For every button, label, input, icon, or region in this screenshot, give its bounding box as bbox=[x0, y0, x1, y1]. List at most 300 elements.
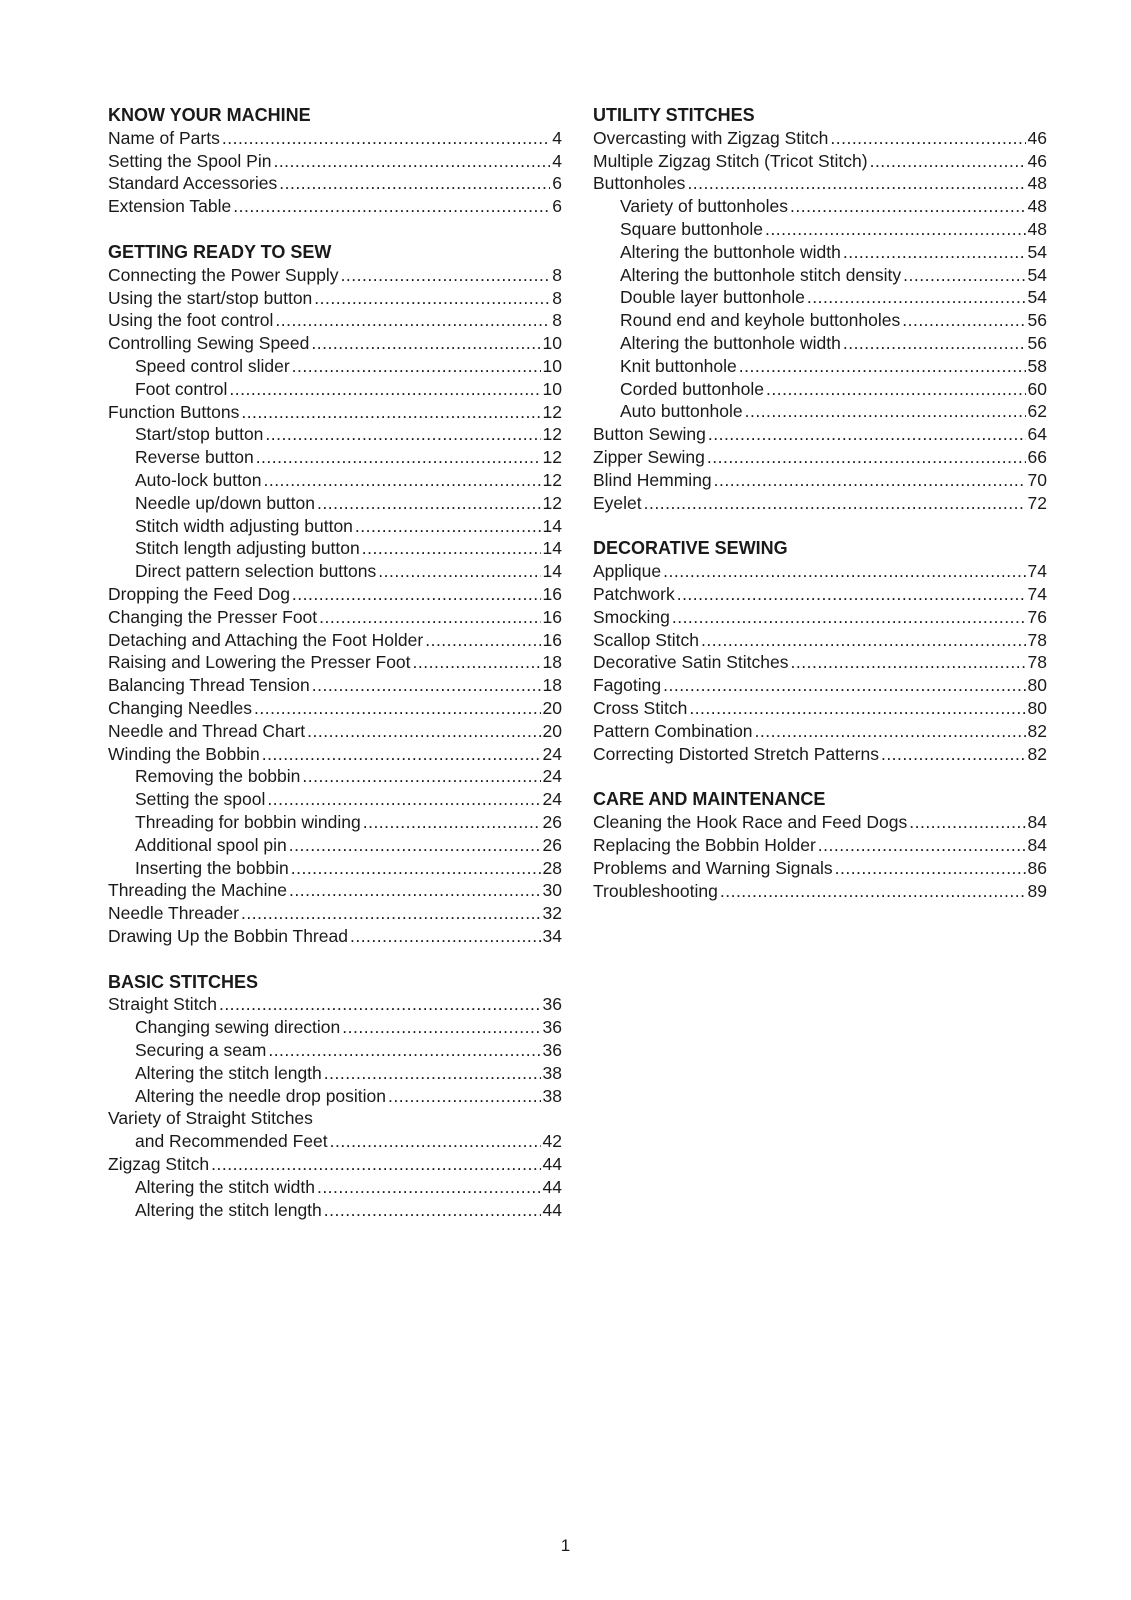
entry-title: Button Sewing bbox=[593, 424, 706, 445]
toc-entry bbox=[593, 400, 1047, 423]
toc-entry bbox=[108, 834, 562, 857]
dot-leader bbox=[355, 515, 541, 538]
toc-entry bbox=[593, 743, 1047, 766]
toc-entry bbox=[108, 1176, 562, 1199]
entry-page-number: 26 bbox=[542, 834, 562, 855]
entry-title: Patchwork bbox=[593, 583, 675, 604]
dot-leader bbox=[881, 743, 1026, 766]
entry-title: Changing the Presser Foot bbox=[108, 606, 318, 627]
toc-entry bbox=[593, 560, 1047, 583]
dot-leader bbox=[273, 150, 550, 173]
dot-leader bbox=[222, 127, 550, 150]
entry-title: Square buttonhole bbox=[620, 218, 764, 239]
dot-leader bbox=[254, 697, 541, 720]
toc-entry bbox=[593, 332, 1047, 355]
entry-page-number: 26 bbox=[542, 811, 562, 832]
entry-title: Eyelet bbox=[593, 492, 642, 513]
entry-page-number: 8 bbox=[552, 287, 562, 308]
entry-title: Needle Threader bbox=[108, 903, 240, 924]
toc-entry bbox=[108, 879, 562, 902]
entry-title: Setting the Spool Pin bbox=[108, 150, 272, 171]
dot-leader bbox=[843, 332, 1026, 355]
dot-leader bbox=[707, 446, 1026, 469]
dot-leader bbox=[739, 355, 1026, 378]
entry-page-number: 89 bbox=[1027, 880, 1047, 901]
toc-left-column bbox=[108, 104, 562, 1244]
entry-page-number: 46 bbox=[1027, 127, 1047, 148]
entry-page-number: 58 bbox=[1027, 355, 1047, 376]
entry-page-number: 20 bbox=[542, 720, 562, 741]
dot-leader bbox=[275, 309, 550, 332]
dot-leader bbox=[644, 492, 1026, 515]
entry-title: Pattern Combination bbox=[593, 720, 753, 741]
entry-page-number: 14 bbox=[542, 538, 562, 559]
entry-title: Corded buttonhole bbox=[620, 378, 764, 399]
toc-entry bbox=[108, 127, 562, 150]
dot-leader bbox=[292, 355, 541, 378]
section-heading: KNOW YOUR MACHINE bbox=[108, 105, 311, 125]
dot-leader bbox=[289, 834, 541, 857]
dot-leader bbox=[317, 492, 541, 515]
dot-leader bbox=[663, 560, 1025, 583]
entry-page-number: 66 bbox=[1027, 446, 1047, 467]
toc-entry bbox=[593, 172, 1047, 195]
dot-leader bbox=[766, 378, 1026, 401]
entry-title: Inserting the bobbin bbox=[135, 857, 289, 878]
dot-leader bbox=[302, 765, 540, 788]
entry-title: Altering the buttonhole width bbox=[620, 241, 841, 262]
toc-entry bbox=[108, 378, 562, 401]
dot-leader bbox=[319, 606, 540, 629]
entry-title: Foot control bbox=[135, 378, 228, 399]
entry-page-number: 76 bbox=[1027, 606, 1047, 627]
dot-leader bbox=[689, 697, 1025, 720]
entry-title: Dropping the Feed Dog bbox=[108, 583, 290, 604]
dot-leader bbox=[701, 629, 1026, 652]
entry-title: Knit buttonhole bbox=[620, 355, 737, 376]
entry-title: Altering the stitch length bbox=[135, 1062, 322, 1083]
toc-entry bbox=[593, 857, 1047, 880]
entry-title: Replacing the Bobbin Holder bbox=[593, 834, 816, 855]
entry-title: Winding the Bobbin bbox=[108, 743, 260, 764]
dot-leader bbox=[714, 469, 1026, 492]
entry-title: Connecting the Power Supply bbox=[108, 264, 339, 285]
dot-leader bbox=[289, 879, 541, 902]
toc-section-getting-ready-to-sew bbox=[108, 241, 562, 948]
entry-title: Threading for bobbin winding bbox=[135, 811, 361, 832]
dot-leader bbox=[291, 857, 541, 880]
entry-title: Altering the buttonhole width bbox=[620, 332, 841, 353]
entry-page-number: 14 bbox=[542, 515, 562, 536]
entry-title: Additional spool pin bbox=[135, 834, 287, 855]
entry-title: Zigzag Stitch bbox=[108, 1154, 210, 1175]
entry-title: Stitch length adjusting button bbox=[135, 538, 360, 559]
toc-entry bbox=[108, 309, 562, 332]
dot-leader bbox=[791, 651, 1026, 674]
entry-title: Buttonholes bbox=[593, 173, 686, 194]
toc-entry bbox=[108, 195, 562, 218]
toc-entry bbox=[593, 606, 1047, 629]
entry-page-number: 80 bbox=[1027, 697, 1047, 718]
dot-leader bbox=[314, 287, 550, 310]
dot-leader bbox=[807, 286, 1026, 309]
dot-leader bbox=[267, 788, 540, 811]
entry-page-number: 82 bbox=[1027, 720, 1047, 741]
toc-entry bbox=[593, 880, 1047, 903]
entry-page-number: 6 bbox=[552, 196, 562, 217]
entry-page-number: 36 bbox=[542, 1040, 562, 1061]
dot-leader bbox=[720, 880, 1026, 903]
toc-entry bbox=[108, 401, 562, 424]
dot-leader bbox=[256, 446, 541, 469]
entry-title: Applique bbox=[593, 561, 662, 582]
entry-page-number: 12 bbox=[542, 469, 562, 490]
entry-title: Using the foot control bbox=[108, 310, 274, 331]
entry-title: Fagoting bbox=[593, 675, 662, 696]
toc-right-column bbox=[593, 104, 1047, 925]
section-heading: DECORATIVE SEWING bbox=[593, 538, 788, 559]
entry-page-number: 38 bbox=[542, 1085, 562, 1106]
entry-page-number: 48 bbox=[1027, 173, 1047, 194]
entry-title: Detaching and Attaching the Foot Holder bbox=[108, 629, 424, 650]
dot-leader bbox=[324, 1199, 541, 1222]
entry-page-number: 80 bbox=[1027, 675, 1047, 696]
dot-leader bbox=[219, 993, 541, 1016]
toc-entry bbox=[593, 469, 1047, 492]
toc-entry bbox=[593, 583, 1047, 606]
toc-entry bbox=[108, 537, 562, 560]
entry-title: Problems and Warning Signals bbox=[593, 857, 833, 878]
entry-page-number: 28 bbox=[542, 857, 562, 878]
entry-title: Extension Table bbox=[108, 196, 232, 217]
toc-entry bbox=[108, 788, 562, 811]
entry-title: Altering the stitch width bbox=[135, 1176, 315, 1197]
entry-page-number: 44 bbox=[542, 1199, 562, 1220]
entry-page-number: 54 bbox=[1027, 241, 1047, 262]
entry-page-number: 30 bbox=[542, 880, 562, 901]
toc-entry bbox=[108, 355, 562, 378]
toc-section-care-and-maintenance bbox=[593, 788, 1047, 902]
entry-title: Smocking bbox=[593, 606, 670, 627]
toc-entry bbox=[108, 287, 562, 310]
toc-entry bbox=[108, 925, 562, 948]
toc-entry bbox=[593, 834, 1047, 857]
toc-entry bbox=[593, 720, 1047, 743]
toc-entry bbox=[108, 423, 562, 446]
entry-title: Using the start/stop button bbox=[108, 287, 313, 308]
dot-leader bbox=[268, 1039, 540, 1062]
entry-page-number: 18 bbox=[542, 652, 562, 673]
toc-entry bbox=[108, 1085, 562, 1108]
entry-page-number: 48 bbox=[1027, 218, 1047, 239]
entry-page-number: 56 bbox=[1027, 310, 1047, 331]
toc-entry bbox=[108, 697, 562, 720]
dot-leader bbox=[341, 264, 551, 287]
dot-leader bbox=[241, 902, 541, 925]
entry-page-number: 36 bbox=[542, 1017, 562, 1038]
dot-leader bbox=[388, 1085, 541, 1108]
toc-section-decorative-sewing bbox=[593, 537, 1047, 765]
dot-leader bbox=[830, 127, 1025, 150]
entry-title: Start/stop button bbox=[135, 424, 264, 445]
entry-title: Balancing Thread Tension bbox=[108, 675, 310, 696]
toc-section-utility-stitches bbox=[593, 104, 1047, 514]
entry-title: Variety of Straight Stitches bbox=[108, 1108, 313, 1129]
entry-page-number: 44 bbox=[542, 1154, 562, 1175]
dot-leader bbox=[870, 150, 1026, 173]
entry-page-number: 62 bbox=[1027, 401, 1047, 422]
dot-leader bbox=[324, 1062, 541, 1085]
entry-page-number: 10 bbox=[542, 333, 562, 354]
entry-page-number: 16 bbox=[542, 583, 562, 604]
toc-entry bbox=[108, 332, 562, 355]
entry-page-number: 84 bbox=[1027, 834, 1047, 855]
entry-title: Zipper Sewing bbox=[593, 446, 705, 467]
entry-title: Blind Hemming bbox=[593, 469, 712, 490]
dot-leader bbox=[755, 720, 1026, 743]
dot-leader bbox=[279, 172, 550, 195]
entry-page-number: 86 bbox=[1027, 857, 1047, 878]
dot-leader bbox=[909, 811, 1025, 834]
entry-title: Direct pattern selection buttons bbox=[135, 561, 377, 582]
entry-title: and Recommended Feet bbox=[135, 1131, 328, 1152]
entry-page-number: 44 bbox=[542, 1176, 562, 1197]
entry-page-number: 46 bbox=[1027, 150, 1047, 171]
toc-entry bbox=[108, 515, 562, 538]
toc-entry bbox=[593, 309, 1047, 332]
dot-leader bbox=[362, 537, 541, 560]
dot-leader bbox=[708, 423, 1026, 446]
toc-entry bbox=[108, 1016, 562, 1039]
entry-title: Changing sewing direction bbox=[135, 1017, 341, 1038]
dot-leader bbox=[312, 674, 541, 697]
entry-title: Needle up/down button bbox=[135, 492, 315, 513]
entry-title: Standard Accessories bbox=[108, 173, 278, 194]
dot-leader bbox=[233, 195, 550, 218]
entry-page-number: 78 bbox=[1027, 629, 1047, 650]
entry-page-number: 74 bbox=[1027, 561, 1047, 582]
toc-entry bbox=[108, 993, 562, 1016]
entry-page-number: 48 bbox=[1027, 196, 1047, 217]
dot-leader bbox=[342, 1016, 540, 1039]
entry-page-number: 8 bbox=[552, 310, 562, 331]
entry-title: Altering the stitch length bbox=[135, 1199, 322, 1220]
section-heading: GETTING READY TO SEW bbox=[108, 241, 332, 262]
toc-entry bbox=[593, 492, 1047, 515]
toc-entry bbox=[108, 720, 562, 743]
entry-page-number: 4 bbox=[552, 150, 562, 171]
entry-title: Changing Needles bbox=[108, 697, 252, 718]
toc-entry bbox=[108, 583, 562, 606]
entry-page-number: 54 bbox=[1027, 287, 1047, 308]
entry-title: Troubleshooting bbox=[593, 880, 718, 901]
dot-leader bbox=[818, 834, 1026, 857]
toc-entry bbox=[108, 765, 562, 788]
toc-entry bbox=[108, 651, 562, 674]
dot-leader bbox=[425, 629, 540, 652]
entry-page-number: 12 bbox=[542, 401, 562, 422]
dot-leader bbox=[835, 857, 1026, 880]
toc-entry bbox=[108, 674, 562, 697]
toc-entry bbox=[593, 697, 1047, 720]
entry-title: Altering the needle drop position bbox=[135, 1085, 387, 1106]
toc-entry bbox=[593, 127, 1047, 150]
entry-page-number: 18 bbox=[542, 675, 562, 696]
entry-page-number: 64 bbox=[1027, 424, 1047, 445]
toc-entry bbox=[593, 241, 1047, 264]
toc-entry bbox=[593, 264, 1047, 287]
toc-entry bbox=[108, 743, 562, 766]
toc-entry bbox=[593, 629, 1047, 652]
entry-title: Overcasting with Zigzag Stitch bbox=[593, 127, 829, 148]
dot-leader bbox=[263, 469, 540, 492]
entry-page-number: 54 bbox=[1027, 264, 1047, 285]
toc-entry bbox=[108, 492, 562, 515]
toc-entry bbox=[593, 286, 1047, 309]
entry-page-number: 74 bbox=[1027, 583, 1047, 604]
section-heading: CARE AND MAINTENANCE bbox=[593, 789, 826, 810]
dot-leader bbox=[765, 218, 1025, 241]
toc-entry bbox=[108, 446, 562, 469]
toc-entry bbox=[108, 1039, 562, 1062]
entry-page-number: 70 bbox=[1027, 469, 1047, 490]
toc-entry bbox=[593, 378, 1047, 401]
entry-title: Needle and Thread Chart bbox=[108, 720, 306, 741]
entry-title: Removing the bobbin bbox=[135, 766, 301, 787]
toc-entry bbox=[108, 1130, 562, 1153]
entry-page-number: 16 bbox=[542, 606, 562, 627]
entry-page-number: 78 bbox=[1027, 652, 1047, 673]
entry-title: Controlling Sewing Speed bbox=[108, 333, 310, 354]
entry-page-number: 42 bbox=[542, 1131, 562, 1152]
dot-leader bbox=[241, 401, 540, 424]
entry-page-number: 24 bbox=[542, 743, 562, 764]
toc-entry bbox=[593, 150, 1047, 173]
toc-entry bbox=[593, 423, 1047, 446]
entry-title: Threading the Machine bbox=[108, 880, 287, 901]
entry-page-number: 72 bbox=[1027, 492, 1047, 513]
toc-entry bbox=[108, 1199, 562, 1222]
entry-page-number: 24 bbox=[542, 789, 562, 810]
entry-page-number: 16 bbox=[542, 629, 562, 650]
toc-entry bbox=[108, 1153, 562, 1176]
toc-entry bbox=[108, 172, 562, 195]
entry-title: Name of Parts bbox=[108, 127, 220, 148]
entry-title: Cross Stitch bbox=[593, 697, 688, 718]
dot-leader bbox=[413, 651, 541, 674]
toc-entry bbox=[108, 150, 562, 173]
entry-title: Raising and Lowering the Presser Foot bbox=[108, 652, 411, 673]
toc-entry bbox=[593, 355, 1047, 378]
dot-leader bbox=[663, 674, 1025, 697]
entry-title: Speed control slider bbox=[135, 355, 290, 376]
dot-leader bbox=[330, 1130, 541, 1153]
entry-title: Function Buttons bbox=[108, 401, 240, 422]
dot-leader bbox=[790, 195, 1026, 218]
dot-leader bbox=[843, 241, 1026, 264]
entry-page-number: 56 bbox=[1027, 332, 1047, 353]
entry-title: Reverse button bbox=[135, 447, 254, 468]
entry-page-number: 12 bbox=[542, 424, 562, 445]
dot-leader bbox=[317, 1176, 541, 1199]
entry-page-number: 10 bbox=[542, 378, 562, 399]
entry-page-number: 60 bbox=[1027, 378, 1047, 399]
dot-leader bbox=[350, 925, 541, 948]
page-number: 1 bbox=[560, 1536, 571, 1555]
dot-leader bbox=[363, 811, 541, 834]
entry-title: Straight Stitch bbox=[108, 994, 217, 1015]
entry-title: Multiple Zigzag Stitch (Tricot Stitch) bbox=[593, 150, 868, 171]
entry-page-number: 4 bbox=[552, 127, 562, 148]
toc-entry bbox=[593, 195, 1047, 218]
entry-page-number: 38 bbox=[542, 1062, 562, 1083]
entry-page-number: 24 bbox=[542, 766, 562, 787]
entry-title: Correcting Distorted Stretch Patterns bbox=[593, 743, 879, 764]
toc-entry bbox=[108, 902, 562, 925]
dot-leader bbox=[745, 400, 1026, 423]
dot-leader bbox=[677, 583, 1026, 606]
entry-page-number: 8 bbox=[552, 264, 562, 285]
dot-leader bbox=[687, 172, 1025, 195]
dot-leader bbox=[307, 720, 540, 743]
entry-title: Stitch width adjusting button bbox=[135, 515, 353, 536]
entry-title: Round end and keyhole buttonholes bbox=[620, 310, 901, 331]
entry-page-number: 84 bbox=[1027, 812, 1047, 833]
entry-title: Cleaning the Hook Race and Feed Dogs bbox=[593, 812, 908, 833]
toc-entry bbox=[108, 560, 562, 583]
section-heading: UTILITY STITCHES bbox=[593, 105, 755, 125]
entry-page-number: 12 bbox=[542, 447, 562, 468]
dot-leader bbox=[902, 309, 1025, 332]
entry-page-number: 82 bbox=[1027, 743, 1047, 764]
toc-entry bbox=[108, 606, 562, 629]
entry-title: Scallop Stitch bbox=[593, 629, 700, 650]
dot-leader bbox=[311, 332, 540, 355]
toc-entry bbox=[593, 811, 1047, 834]
toc-entry bbox=[593, 651, 1047, 674]
entry-title: Securing a seam bbox=[135, 1040, 267, 1061]
entry-page-number: 32 bbox=[542, 903, 562, 924]
entry-page-number: 20 bbox=[542, 697, 562, 718]
toc-entry bbox=[593, 446, 1047, 469]
toc-entry bbox=[593, 674, 1047, 697]
toc-section-know-your-machine bbox=[108, 104, 562, 218]
toc-entry bbox=[108, 629, 562, 652]
entry-page-number: 14 bbox=[542, 561, 562, 582]
dot-leader bbox=[903, 264, 1025, 287]
toc-entry bbox=[108, 264, 562, 287]
dot-leader bbox=[229, 378, 540, 401]
toc-section-basic-stitches bbox=[108, 971, 562, 1222]
entry-title: Auto buttonhole bbox=[620, 401, 743, 422]
entry-title: Auto-lock button bbox=[135, 469, 262, 490]
toc-entry bbox=[108, 857, 562, 880]
dot-leader bbox=[262, 743, 541, 766]
entry-title: Drawing Up the Bobbin Thread bbox=[108, 925, 348, 946]
dot-leader bbox=[292, 583, 541, 606]
toc-entry bbox=[108, 1107, 562, 1130]
dot-leader bbox=[211, 1153, 540, 1176]
entry-page-number: 10 bbox=[542, 355, 562, 376]
entry-title: Setting the spool bbox=[135, 789, 266, 810]
entry-page-number: 6 bbox=[552, 173, 562, 194]
toc-entry bbox=[108, 1062, 562, 1085]
entry-page-number: 34 bbox=[542, 925, 562, 946]
dot-leader bbox=[378, 560, 540, 583]
toc-entry bbox=[108, 811, 562, 834]
entry-title: Variety of buttonholes bbox=[620, 196, 788, 217]
section-heading: BASIC STITCHES bbox=[108, 971, 259, 992]
